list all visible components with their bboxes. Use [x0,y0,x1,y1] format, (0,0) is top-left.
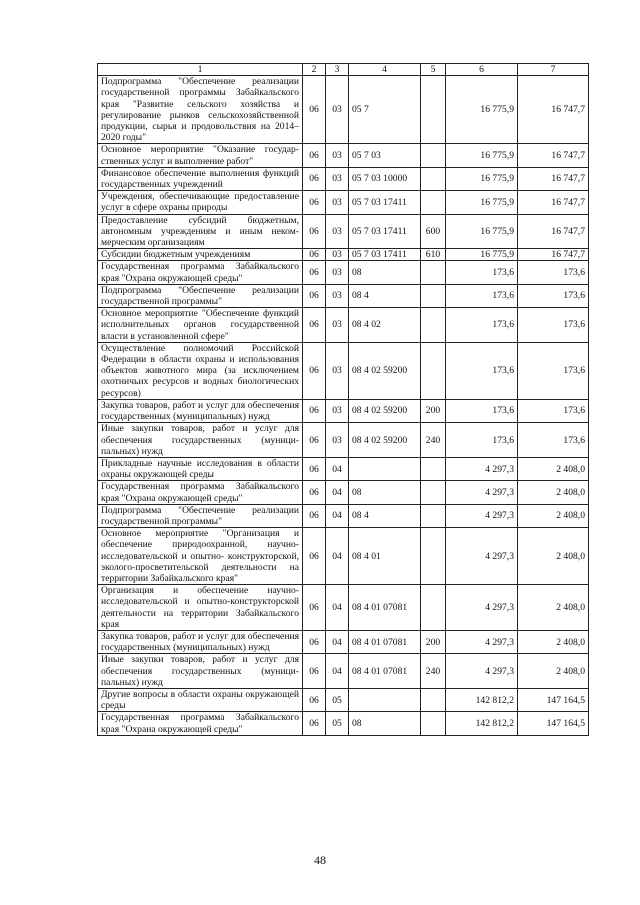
cell-target-article: 08 4 [349,284,421,307]
cell-amount-2: 2 408,0 [518,457,589,480]
cell-name: Иные закупки товаров, работ и услуг для обеспечения государственных (муниципальных) нужд [98,654,303,689]
table-row [98,191,589,214]
column-header: 2 [303,64,326,76]
cell-expense-type [421,308,446,343]
cell-amount-1: 4 297,3 [446,654,518,689]
cell-target-article: 08 4 01 07081 [349,654,421,689]
cell-section: 06 [303,688,326,711]
cell-subsection: 05 [326,712,349,735]
cell-subsection: 04 [326,630,349,653]
cell-amount-2: 16 747,7 [518,214,589,249]
cell-expense-type [421,457,446,480]
cell-name: Основное мероприятие "Обеспечение функций исполнительных органов государственной власти в установленной сфере" [98,308,303,343]
cell-section: 06 [303,144,326,167]
cell-section: 06 [303,284,326,307]
table-row [98,585,589,631]
cell-target-article: 05 7 [349,76,421,144]
cell-section: 06 [303,712,326,735]
cell-name: Подпрограмма "Обеспечение реализации государственной программы" [98,504,303,527]
cell-amount-2: 2 408,0 [518,481,589,504]
cell-subsection: 04 [326,481,349,504]
cell-expense-type: 610 [421,249,446,261]
cell-expense-type: 240 [421,423,446,458]
cell-amount-1: 173,6 [446,342,518,399]
page-number: 48 [314,853,326,867]
table-row [98,504,589,527]
table-header-row [98,64,589,76]
cell-amount-2: 173,6 [518,284,589,307]
cell-amount-2: 147 164,5 [518,688,589,711]
table-row [98,423,589,458]
cell-expense-type: 200 [421,399,446,422]
cell-target-article [349,688,421,711]
cell-name: Государственная программа Забайкальского края "Охрана окружающей среды" [98,261,303,284]
cell-target-article: 08 4 01 07081 [349,585,421,631]
cell-subsection: 03 [326,76,349,144]
cell-amount-1: 4 297,3 [446,630,518,653]
table-row [98,457,589,480]
cell-expense-type [421,261,446,284]
cell-subsection: 03 [326,399,349,422]
cell-name: Подпрограмма "Обеспечение реализации государственной программы" [98,284,303,307]
cell-amount-1: 173,6 [446,261,518,284]
cell-target-article: 05 7 03 17411 [349,249,421,261]
cell-expense-type [421,585,446,631]
column-header: 4 [349,64,421,76]
cell-subsection: 03 [326,423,349,458]
cell-amount-1: 16 775,9 [446,167,518,190]
cell-name: Закупка товаров, работ и услуг для обеспечения государственных (муниципальных) нужд [98,399,303,422]
cell-section: 06 [303,630,326,653]
cell-amount-2: 2 408,0 [518,528,589,585]
cell-section: 06 [303,654,326,689]
cell-amount-1: 4 297,3 [446,528,518,585]
cell-expense-type [421,688,446,711]
table-row [98,481,589,504]
cell-target-article: 05 7 03 10000 [349,167,421,190]
cell-section: 06 [303,76,326,144]
table-row [98,284,589,307]
cell-amount-2: 147 164,5 [518,712,589,735]
table-row [98,342,589,399]
cell-expense-type [421,528,446,585]
cell-name: Государственная программа Забайкальского края "Охрана окружающей среды" [98,481,303,504]
cell-subsection: 03 [326,144,349,167]
cell-target-article: 08 4 02 [349,308,421,343]
cell-section: 06 [303,528,326,585]
cell-subsection: 03 [326,214,349,249]
cell-name: Другие вопросы в области охраны окружающей среды [98,688,303,711]
table-row [98,688,589,711]
cell-subsection: 05 [326,688,349,711]
cell-amount-1: 4 297,3 [446,481,518,504]
cell-target-article: 08 4 02 59200 [349,399,421,422]
cell-expense-type [421,712,446,735]
cell-expense-type [421,167,446,190]
cell-name: Подпрограмма "Обеспечение реализации государственной программы Забайкальского края "Развитие сельского хозяйства и регулирование рынков сельскохозяйственной продукции, сырья и продовольствия на 2014–2020 годы" [98,76,303,144]
table-row [98,261,589,284]
cell-expense-type [421,481,446,504]
table-row [98,144,589,167]
cell-subsection: 03 [326,342,349,399]
table-row [98,630,589,653]
cell-subsection: 04 [326,654,349,689]
cell-name: Основное мероприятие "Оказание государственных услуг и выполнение работ" [98,144,303,167]
cell-amount-2: 2 408,0 [518,630,589,653]
cell-amount-2: 2 408,0 [518,504,589,527]
cell-target-article: 08 [349,481,421,504]
cell-subsection: 03 [326,308,349,343]
cell-section: 06 [303,214,326,249]
cell-amount-1: 173,6 [446,399,518,422]
cell-amount-2: 2 408,0 [518,585,589,631]
cell-section: 06 [303,249,326,261]
cell-expense-type: 600 [421,214,446,249]
cell-name: Закупка товаров, работ и услуг для обеспечения государственных (муниципальных) нужд [98,630,303,653]
cell-amount-2: 16 747,7 [518,167,589,190]
cell-amount-1: 16 775,9 [446,249,518,261]
table-row [98,399,589,422]
cell-expense-type [421,284,446,307]
cell-amount-2: 173,6 [518,399,589,422]
cell-section: 06 [303,423,326,458]
cell-amount-1: 173,6 [446,423,518,458]
cell-name: Финансовое обеспечение выполнения функций государственных учреждений [98,167,303,190]
cell-amount-1: 142 812,2 [446,688,518,711]
column-header: 6 [446,64,518,76]
cell-amount-1: 142 812,2 [446,712,518,735]
cell-amount-2: 173,6 [518,423,589,458]
cell-expense-type [421,504,446,527]
cell-section: 06 [303,457,326,480]
cell-name: Прикладные научные исследования в области охраны окружающей среды [98,457,303,480]
cell-amount-1: 4 297,3 [446,504,518,527]
cell-name: Основное мероприятие "Организация и обеспечение природоохранной, научно-исследовательской и опытно- конструкторской, эколого-просветительской деятельности на территории Забайкальского края" [98,528,303,585]
cell-section: 06 [303,191,326,214]
cell-target-article: 08 4 02 59200 [349,423,421,458]
cell-target-article: 08 [349,261,421,284]
cell-expense-type [421,76,446,144]
cell-target-article: 08 4 [349,504,421,527]
cell-section: 06 [303,342,326,399]
cell-expense-type: 240 [421,654,446,689]
cell-amount-2: 16 747,7 [518,249,589,261]
cell-amount-1: 173,6 [446,308,518,343]
cell-target-article: 08 [349,712,421,735]
cell-target-article: 08 4 01 07081 [349,630,421,653]
table-row [98,167,589,190]
cell-subsection: 04 [326,504,349,527]
cell-target-article: 08 4 02 59200 [349,342,421,399]
cell-subsection: 03 [326,261,349,284]
cell-expense-type [421,191,446,214]
cell-subsection: 03 [326,167,349,190]
table-body [98,64,589,736]
cell-name: Субсидии бюджетным учреждениям [98,249,303,261]
cell-amount-2: 16 747,7 [518,76,589,144]
cell-section: 06 [303,399,326,422]
cell-subsection: 03 [326,191,349,214]
cell-expense-type: 200 [421,630,446,653]
cell-amount-2: 16 747,7 [518,144,589,167]
table-row [98,654,589,689]
cell-amount-1: 4 297,3 [446,585,518,631]
cell-target-article: 08 4 01 [349,528,421,585]
cell-section: 06 [303,261,326,284]
cell-subsection: 03 [326,284,349,307]
cell-subsection: 04 [326,585,349,631]
column-header: 3 [326,64,349,76]
cell-amount-1: 16 775,9 [446,214,518,249]
cell-subsection: 04 [326,528,349,585]
column-header: 1 [98,64,303,76]
cell-amount-2: 2 408,0 [518,654,589,689]
cell-section: 06 [303,504,326,527]
cell-amount-2: 173,6 [518,342,589,399]
cell-expense-type [421,342,446,399]
cell-target-article [349,457,421,480]
cell-name: Иные закупки товаров, работ и услуг для обеспечения государственных (муниципальных) нужд [98,423,303,458]
column-header: 7 [518,64,589,76]
cell-amount-1: 16 775,9 [446,191,518,214]
cell-section: 06 [303,481,326,504]
cell-name: Учреждения, обеспечивающие предоставление услуг в сфере охраны природы [98,191,303,214]
cell-name: Организация и обеспечение научно-исследовательской и опытно-конструкторской деятельности на территории Забайкальского края [98,585,303,631]
table-row [98,308,589,343]
cell-subsection: 04 [326,457,349,480]
cell-subsection: 03 [326,249,349,261]
cell-target-article: 05 7 03 17411 [349,214,421,249]
table-row [98,712,589,735]
column-header: 5 [421,64,446,76]
cell-section: 06 [303,308,326,343]
cell-amount-1: 173,6 [446,284,518,307]
cell-section: 06 [303,167,326,190]
cell-target-article: 05 7 03 17411 [349,191,421,214]
table-row [98,249,589,261]
cell-name: Осуществление полномочий Российской Федерации в области охраны и использования объектов животного мира (за исключением охотничьих ресурсов и водных биологических ресурсов) [98,342,303,399]
table-row [98,214,589,249]
cell-name: Государственная программа Забайкальского края "Охрана окружающей среды" [98,712,303,735]
cell-amount-1: 4 297,3 [446,457,518,480]
cell-expense-type [421,144,446,167]
cell-amount-1: 16 775,9 [446,76,518,144]
cell-amount-2: 16 747,7 [518,191,589,214]
cell-amount-1: 16 775,9 [446,144,518,167]
cell-amount-2: 173,6 [518,261,589,284]
cell-section: 06 [303,585,326,631]
table-row [98,528,589,585]
cell-target-article: 05 7 03 [349,144,421,167]
table-row [98,76,589,144]
cell-name: Предоставление субсидий бюджетным, автономным учреждениям и иным некоммерческим организациям [98,214,303,249]
cell-amount-2: 173,6 [518,308,589,343]
budget-table [97,63,589,736]
